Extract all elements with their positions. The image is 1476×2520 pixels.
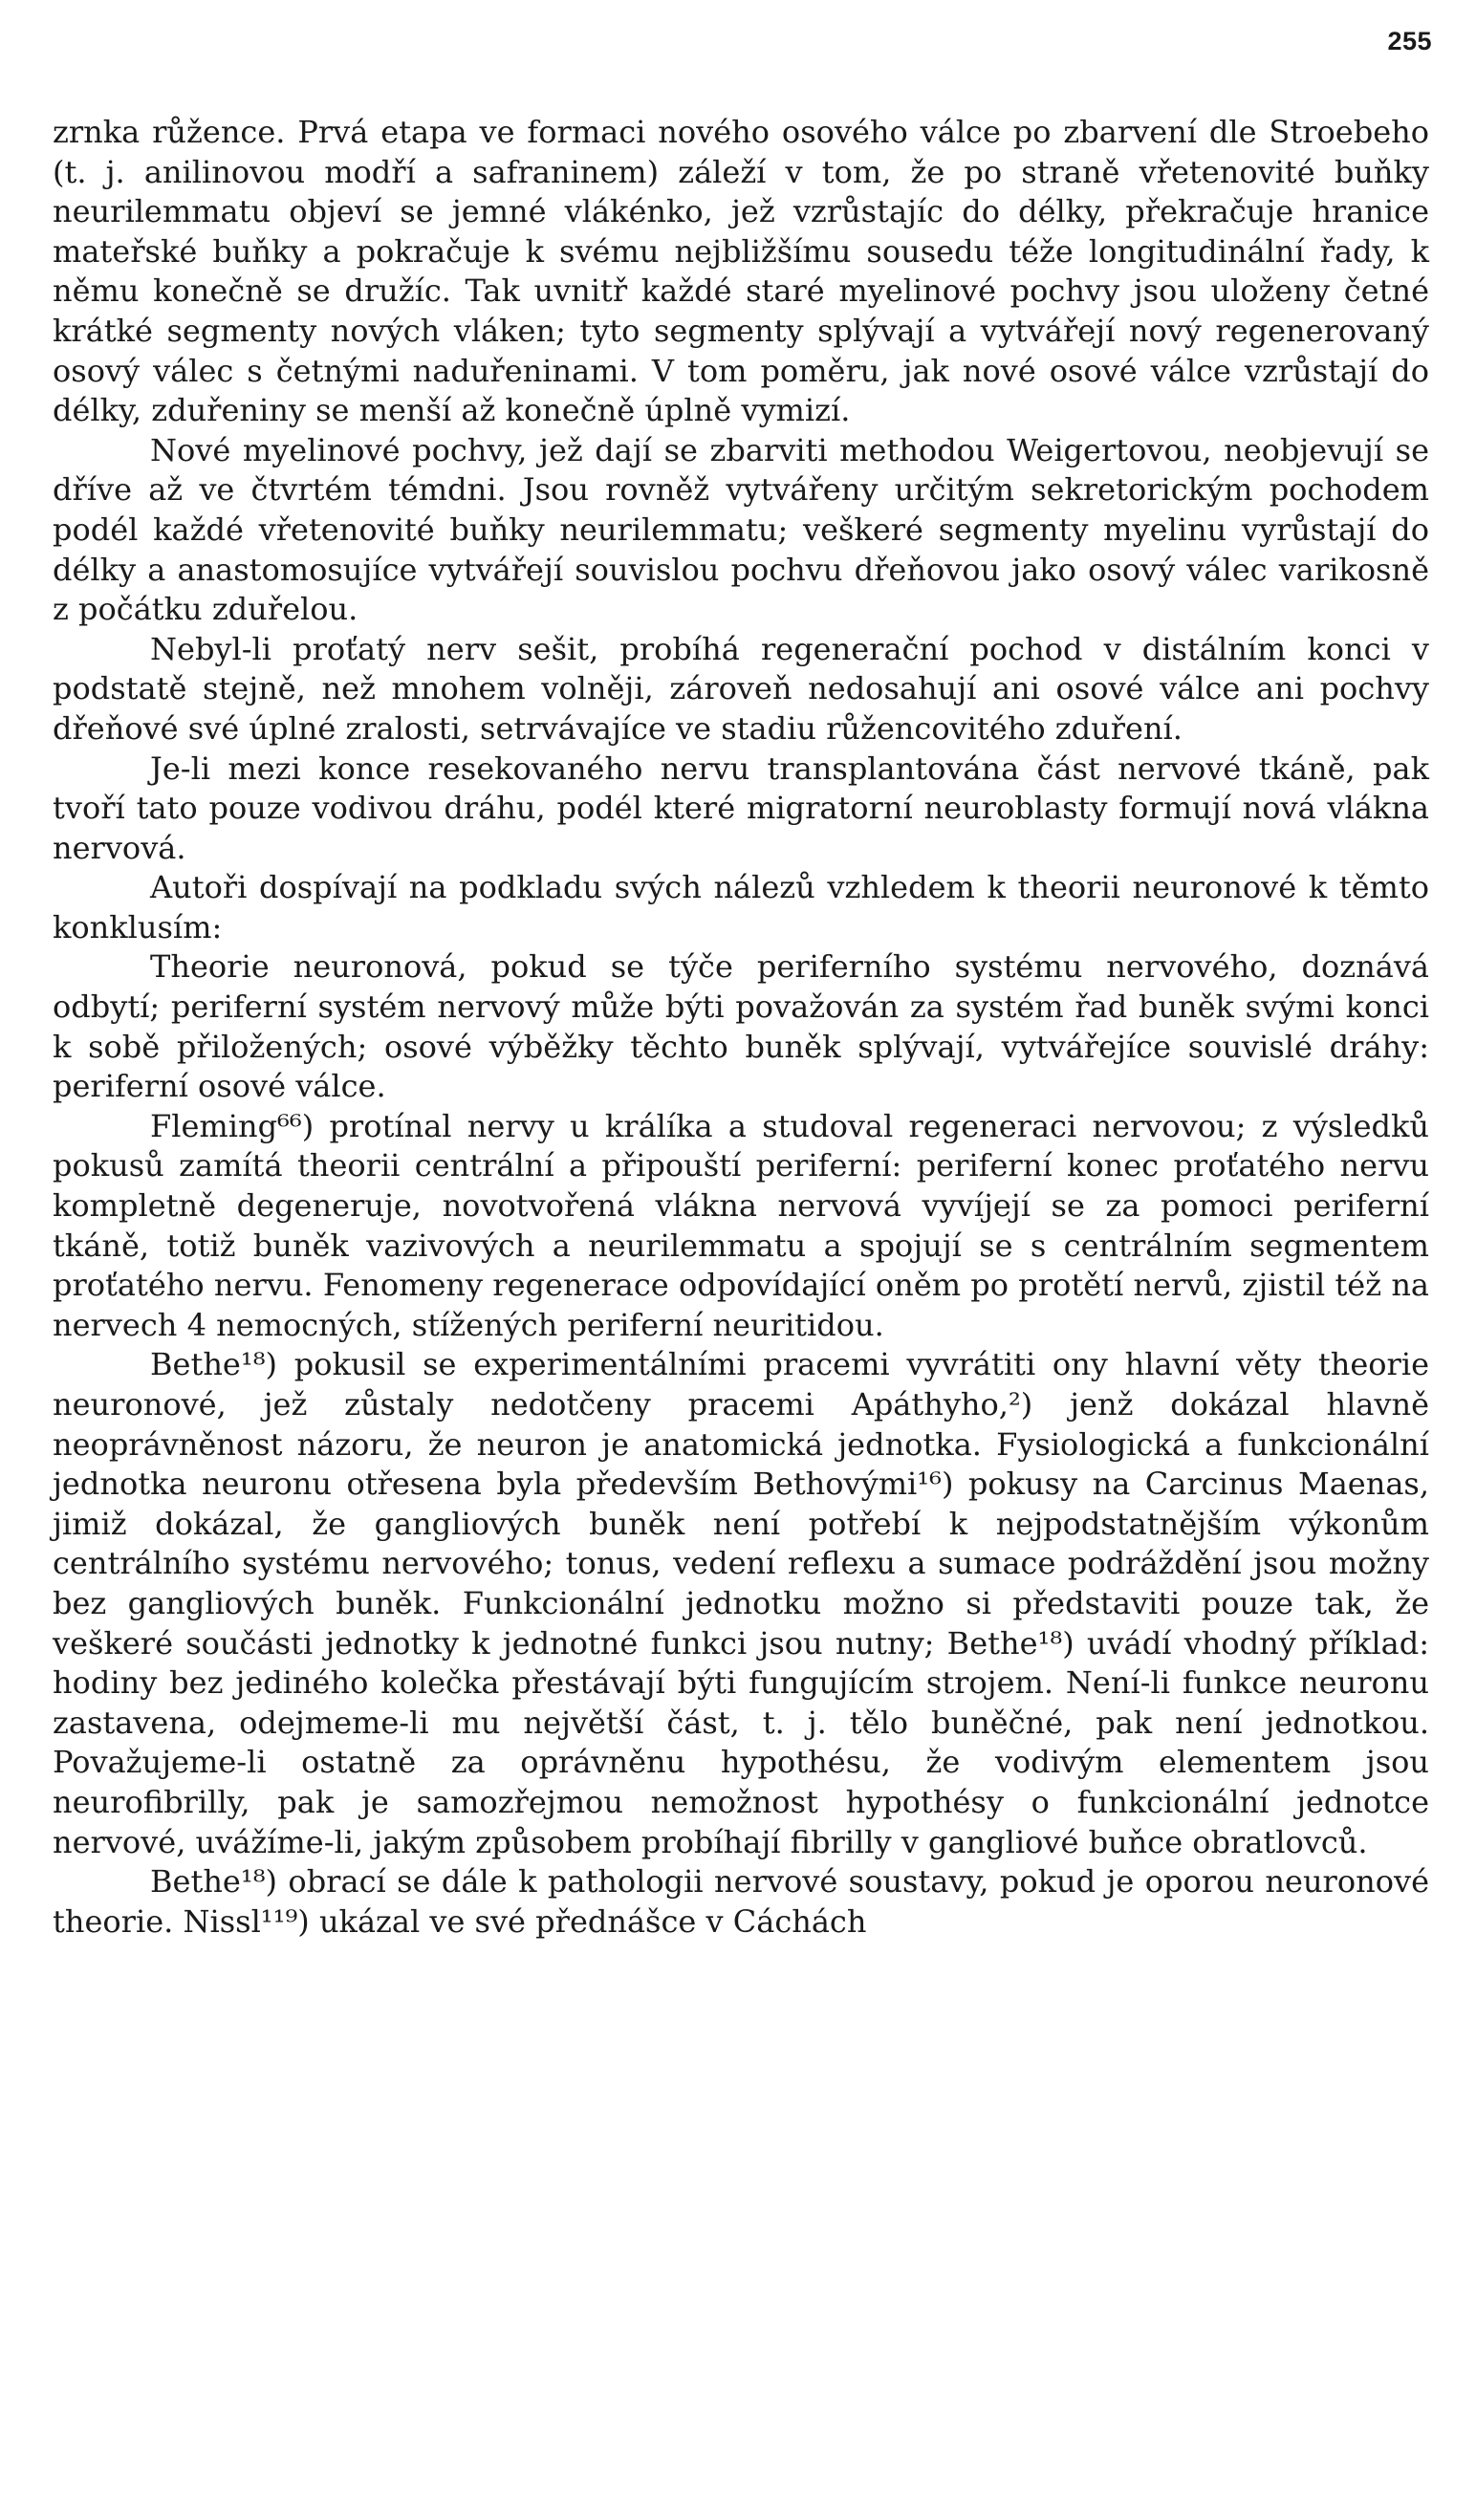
body-text xyxy=(53,113,1429,1942)
page-number: 255 xyxy=(1387,27,1432,55)
paragraph: Bethe¹⁸) obrací se dále k pathologii nervové soustavy, pokud je oporou neuronové theorie. Nissl¹¹⁹) ukázal ve své přednášce v Cáchách xyxy=(53,1863,1429,1940)
paragraph: Nové myelinové pochvy, jež dají se zbarviti methodou Weigertovou, neobjevují se dříve až ve čtvrtém témdni. Jsou rovněž vytvářeny určitým sekretorickým pochodem podél každé vřetenovité buňky neurilemmatu; veškeré segmenty myelinu vyrůstají do délky a anastomosujíce vytvářejí souvislou pochvu dřeňovou jako osový válec varikosně z počátku zduřelou. xyxy=(53,431,1429,628)
paragraph: Autoři dospívají na podkladu svých nálezů vzhledem k theorii neuronové k těmto konklusím: xyxy=(53,869,1429,945)
paragraph: Nebyl-li proťatý nerv sešit, probíhá regenerační pochod v distálním konci v podstatě stejně, než mnohem volněji, zároveň nedosahují ani osové válce ani pochvy dřeňové své úplné zralosti, setrvávajíce ve stadiu růžencovitého zduření. xyxy=(53,630,1429,747)
paragraph: Bethe¹⁸) pokusil se experimentálními pracemi vyvrátiti ony hlavní věty theorie neuronové, jež zůstaly nedotčeny pracemi Apáthyho,²) jenž dokázal hlavně neoprávněnost názoru, že neuron je anatomická jednotka. Fysiologická a funkcionální jednotka neuronu otřesena byla především Bethovými¹⁶) pokusy na Carcinus Maenas, jimiž dokázal, že gangliových buněk není potřebí k nejpodstatnějším výkonům centrálního systému nervového; tonus, vedení reflexu a sumace podráždění jsou možny bez gangliových buněk. Funkcionální jednotku možno si představiti pouze tak, že veškeré součásti jednotky k jednotné funkci jsou nutny; Bethe¹⁸) uvádí vhodný příklad: hodiny bez jediného kolečka přestávají býti fungujícím strojem. Není-li funkce neuronu zastavena, odejmeme-li mu největší část, t. j. tělo buněčné, pak není jednotkou. Považujeme-li ostatně za oprávněnu hypothésu, že vodivým elementem jsou neurofibrilly, pak je samozřejmou nemožnost hypothésy o funkcionální jednotce nervové, uvážíme-li, jakým způsobem probíhají fibrilly v gangliové buňce obratlovců. xyxy=(53,1346,1429,1860)
paragraph: zrnka růžence. Prvá etapa ve formaci nového osového válce po zbarvení dle Stroebeho (t. j. anilinovou modří a safraninem) záleží v tom, že po straně vřetenovité buňky neurilemmatu objeví se jemné vlákénko, jež vzrůstajíc do délky, překračuje hranice mateřské buňky a pokračuje k svému nejbližšímu sousedu téže longitudinální řady, k němu konečně se družíc. Tak uvnitř každé staré myelinové pochvy jsou uloženy četné krátké segmenty nových vláken; tyto segmenty splývají a vytvářejí nový regenerovaný osový válec s četnými naduřeninami. V tom poměru, jak nové osové válce vzrůstají do délky, zduřeniny se menší až konečně úplně vymizí. xyxy=(53,114,1429,429)
paragraph: Je-li mezi konce resekovaného nervu transplantována část nervové tkáně, pak tvoří tato pouze vodivou dráhu, podél které migratorní neuroblasty formují nová vlákna nervová. xyxy=(53,749,1429,866)
paragraph: Theorie neuronová, pokud se týče periferního systému nervového, doznává odbytí; periferní systém nervový může býti považován za systém řad buněk svými konci k sobě přiložených; osové výběžky těchto buněk splývají, vytvářejíce souvislé dráhy: periferní osové válce. xyxy=(53,948,1429,1105)
paragraph: Fleming⁶⁶) protínal nervy u králíka a studoval regeneraci nervovou; z výsledků pokusů zamítá theorii centrální a připouští periferní: periferní konec proťatého nervu kompletně degeneruje, novotvořená vlákna nervová vyvíjejí se za pomoci periferní tkáně, totiž buněk vazivových a neurilemmatu a spojují se s centrálním segmentem proťatého nervu. Fenomeny regenerace odpovídající oněm po protětí nervů, zjistil též na nervech 4 nemocných, stížených periferní neuritidou. xyxy=(53,1107,1429,1343)
